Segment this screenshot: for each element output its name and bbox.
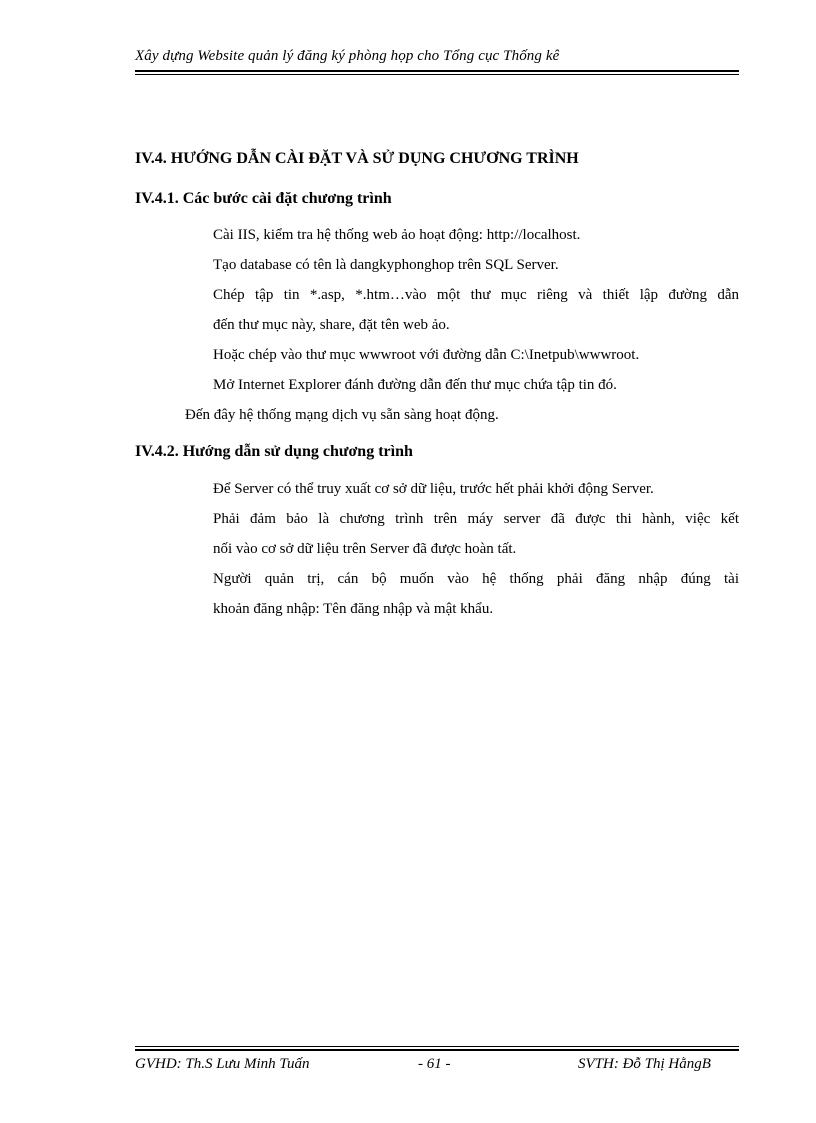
subsection-title-usage: IV.4.2. Hướng dẫn sử dụng chương trình [135,443,413,460]
install-step-line: Hoặc chép vào thư mục wwwroot với đường dẫn C:\Inetpub\wwwroot. [213,347,640,363]
usage-step-line: khoản đăng nhập: Tên đăng nhập và mật khẩu. [213,601,494,617]
footer-advisor: GVHD: Th.S Lưu Minh Tuấn [135,1056,310,1072]
install-step-line: Mở Internet Explorer đánh đường dẫn đến thư mục chứa tập tin đó. [213,377,617,393]
subsection-title-install: IV.4.1. Các bước cài đặt chương trình [135,190,392,207]
footer-student: SVTH: Đỗ Thị HằngB [578,1056,711,1072]
usage-step-line: nối vào cơ sở dữ liệu trên Server đã được hoàn tất. [213,541,517,557]
install-step-line: Chép tập tin *.asp, *.htm…vào một thư mục riêng và thiết lập đường dẫn [213,287,739,303]
footer-rule-thick [135,1049,739,1051]
header-rule-thin [135,74,739,75]
install-closing [185,400,745,430]
install-step-line: Cài IIS, kiểm tra hệ thống web ảo hoạt động: http://localhost. [213,227,581,243]
footer-page-number: - 61 - [418,1056,451,1072]
section-title: IV.4. HƯỚNG DẪN CÀI ĐẶT VÀ SỬ DỤNG CHƯƠNG TRÌNH [135,150,579,167]
usage-step-line: Để Server có thể truy xuất cơ sở dữ liệu, trước hết phải khởi động Server. [213,481,654,497]
running-title: Xây dựng Website quản lý đăng ký phòng họp cho Tổng cục Thống kê [135,48,560,64]
install-steps [213,220,739,400]
install-closing-line: Đến đây hệ thống mạng dịch vụ sẵn sàng hoạt động. [185,407,499,423]
usage-steps [213,474,739,624]
header-rule-thick [135,70,739,72]
install-step-line: Tạo database có tên là dangkyphonghop trên SQL Server. [213,257,559,273]
usage-step-line: Người quản trị, cán bộ muốn vào hệ thống phải đăng nhập đúng tài [213,571,739,587]
footer-rule-thin [135,1046,739,1047]
install-step-line: đến thư mục này, share, đặt tên web ảo. [213,317,450,333]
usage-step-line: Phải đảm bảo là chương trình trên máy server đã được thi hành, việc kết [213,511,739,527]
